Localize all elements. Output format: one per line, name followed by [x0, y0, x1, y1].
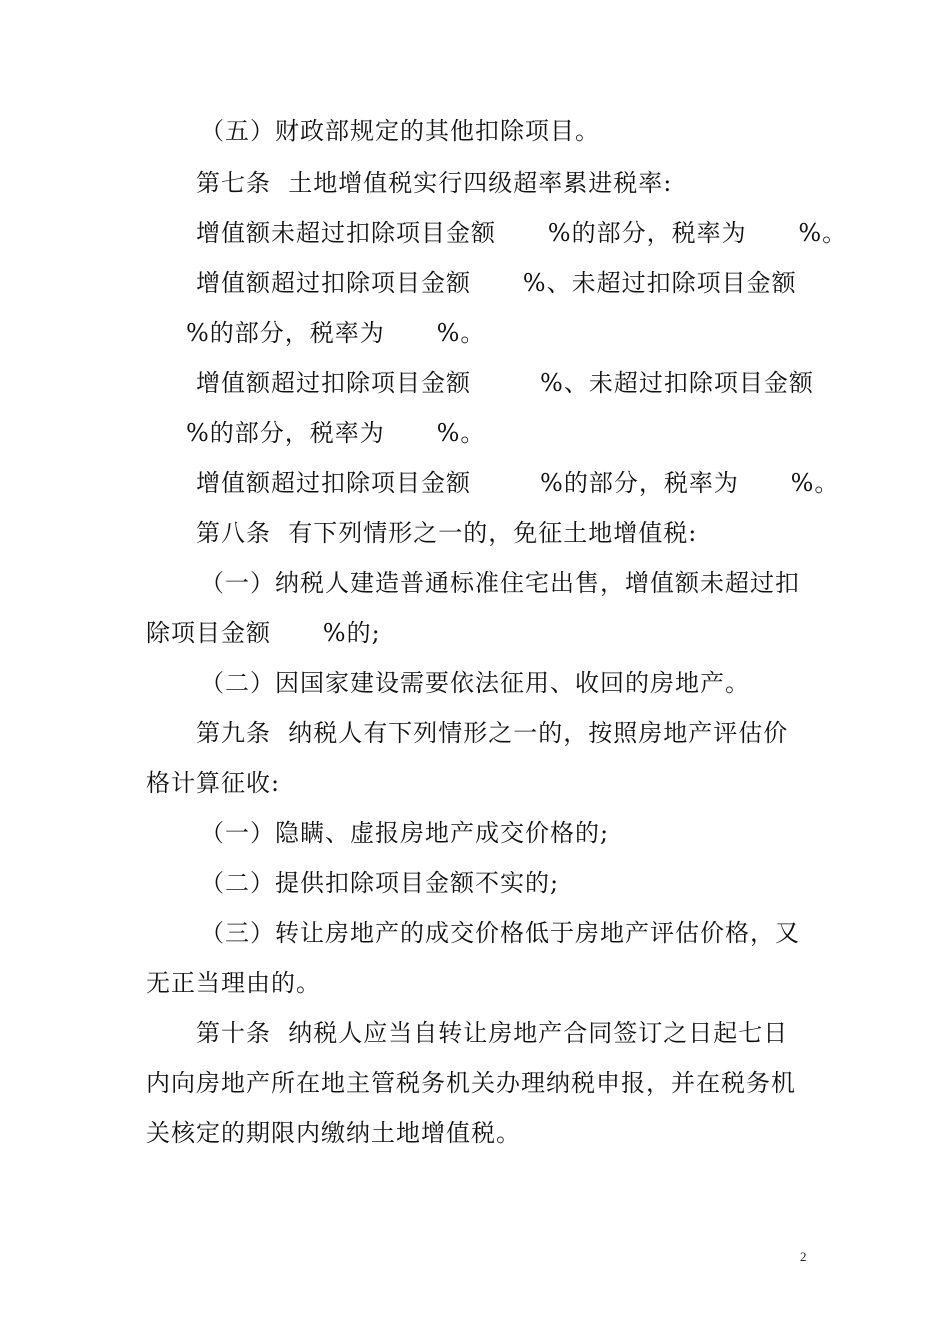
text-line: （二）提供扣除项目金额不实的; — [200, 869, 560, 897]
text-line: （五）财政部规定的其他扣除项目。 — [200, 117, 600, 145]
text-line: 增值额超过扣除项目金额 %、未超过扣除项目金额 — [196, 369, 814, 397]
text-line: %的部分，税率为 %。 — [186, 319, 486, 347]
text-line: 增值额未超过扣除项目金额 %的部分，税率为 %。 — [196, 219, 848, 247]
text-line: 增值额超过扣除项目金额 %、未超过扣除项目金额 — [196, 269, 797, 297]
text-line: 除项目金额 %的; — [146, 619, 381, 647]
page-number: 2 — [800, 1249, 807, 1264]
text-line: 第十条 纳税人应当自转让房地产合同签订之日起七日 — [196, 1019, 789, 1047]
text-line: %的部分，税率为 %。 — [186, 419, 486, 447]
text-line: 关核定的期限内缴纳土地增值税。 — [146, 1119, 521, 1147]
text-line: 增值额超过扣除项目金额 %的部分，税率为 %。 — [196, 469, 840, 497]
text-line: 第七条 土地增值税实行四级超率累进税率: — [196, 169, 673, 197]
text-line: （一）纳税人建造普通标准住宅出售，增值额未超过扣 — [200, 569, 800, 597]
text-line: 格计算征收: — [146, 769, 281, 797]
text-line: 无正当理由的。 — [146, 969, 321, 997]
text-line: 第八条 有下列情形之一的，免征土地增值税: — [196, 519, 698, 547]
text-line: 内向房地产所在地主管税务机关办理纳税申报，并在税务机 — [146, 1069, 796, 1097]
text-line: （二）因国家建设需要依法征用、收回的房地产。 — [200, 669, 750, 697]
text-line: 第九条 纳税人有下列情形之一的，按照房地产评估价 — [196, 719, 789, 747]
text-line: （三）转让房地产的成交价格低于房地产评估价格，又 — [200, 919, 800, 947]
text-line: （一）隐瞒、虚报房地产成交价格的; — [200, 819, 610, 847]
